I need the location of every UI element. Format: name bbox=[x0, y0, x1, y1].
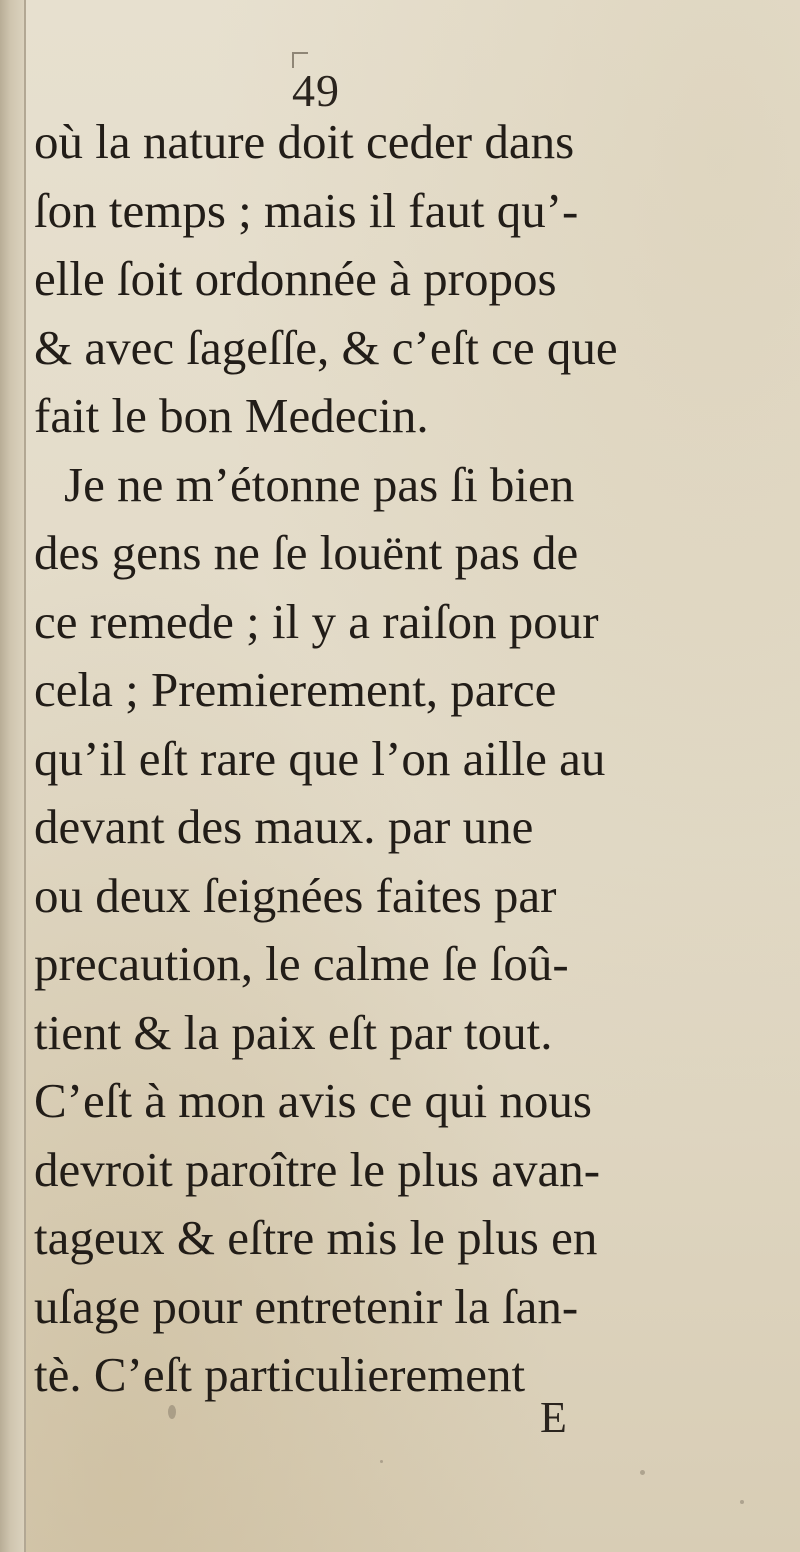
text-line-19: tè. C’eſt particulierement bbox=[34, 1347, 526, 1402]
text-line-13: precaution, le calme ſe ſoû- bbox=[34, 936, 569, 991]
paper-speck bbox=[640, 1470, 645, 1475]
text-line-17: tageux & eſtre mis le plus en bbox=[34, 1210, 598, 1265]
body-text bbox=[34, 108, 724, 1410]
text-line-5: fait le bon Medecin. bbox=[34, 388, 429, 443]
text-line-16: devroit paroître le plus avan- bbox=[34, 1141, 601, 1197]
page-gutter bbox=[0, 0, 26, 1552]
signature-mark: E bbox=[540, 1393, 567, 1442]
text-line-4: & avec ſageſſe, & c’eſt ce que bbox=[34, 319, 618, 375]
text-line-10: qu’il eſt rare que l’on aille au bbox=[34, 730, 606, 786]
text-line-6: Je ne m’étonne pas ſi bien bbox=[64, 456, 575, 512]
text-line-15: C’eſt à mon avis ce qui nous bbox=[34, 1073, 592, 1128]
text-line-14: tient & la paix eſt par tout. bbox=[34, 1004, 553, 1060]
text-line-9: cela ; Premierement, parce bbox=[34, 662, 557, 717]
text-line-7: des gens ne ſe louënt pas de bbox=[34, 525, 579, 580]
binding-edge bbox=[24, 0, 26, 1552]
text-line-18: uſage pour entretenir la ſan- bbox=[34, 1278, 579, 1334]
text-line-1: où la nature doit ceder dans bbox=[34, 114, 575, 169]
text-line-12: ou deux ſeignées faites par bbox=[34, 867, 557, 923]
text-line-2: ſon temps ; mais il faut qu’- bbox=[34, 182, 579, 238]
paper-speck bbox=[168, 1405, 176, 1419]
paper-speck bbox=[740, 1500, 744, 1504]
page-number: 49 bbox=[292, 65, 340, 116]
text-line-11: devant des maux. par une bbox=[34, 799, 534, 854]
text-line-3: elle ſoit ordonnée à propos bbox=[34, 251, 557, 306]
text-line-8: ce remede ; il y a raiſon pour bbox=[34, 593, 599, 649]
paper-speck bbox=[380, 1460, 383, 1463]
